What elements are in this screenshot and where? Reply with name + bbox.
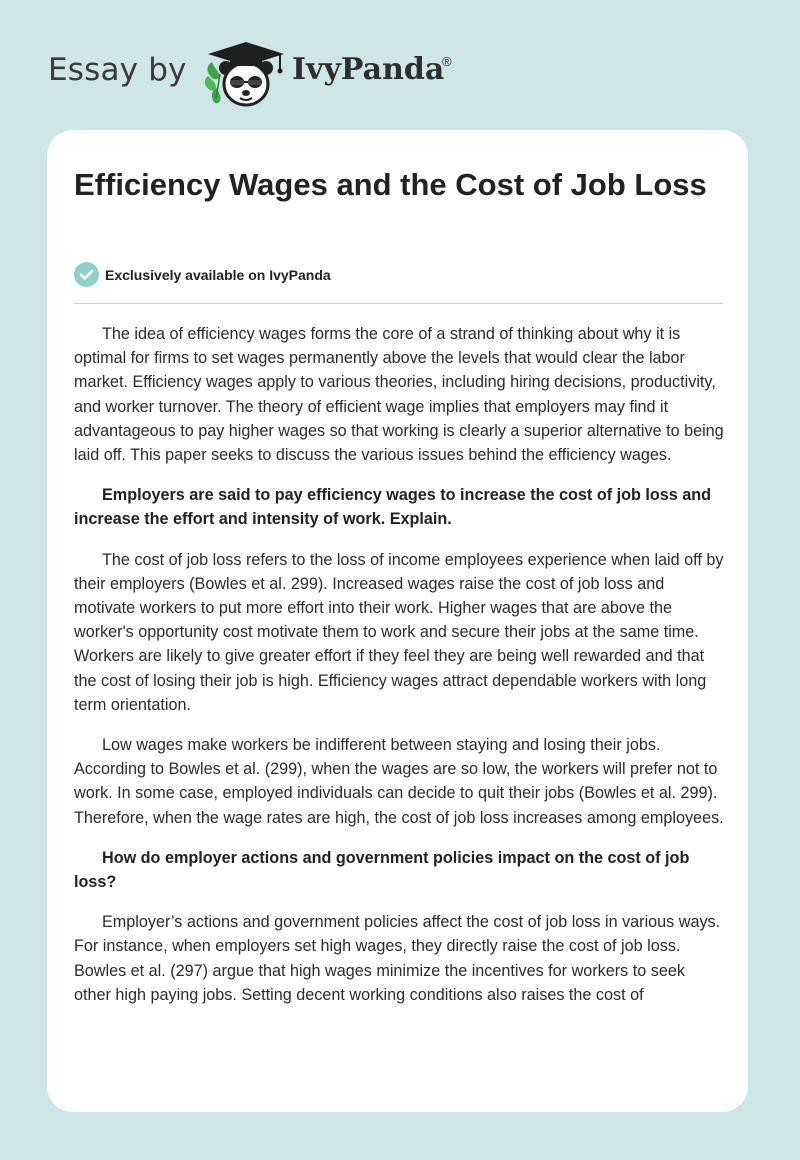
essay-title: Efficiency Wages and the Cost of Job Loss bbox=[74, 167, 707, 202]
body-paragraph: The idea of efficiency wages forms the core of a strand of thinking about why it is optimal for firms to set wages permanently above the levels that would clear the labor market. Efficiency wages apply to various theories, including hiring decisions, productivity, and worker turnover. The theory of efficient wage implies that employers may find it advantageous to pay higher wages so that working is clearly a superior alternative to being laid off. This paper seeks to discuss the various issues behind the efficiency wages. bbox=[74, 325, 724, 465]
panda-head-icon bbox=[219, 61, 273, 105]
exclusive-label: Exclusively available on IvyPanda bbox=[105, 266, 331, 283]
section-question: Employers are said to pay efficiency wages to increase the cost of job loss and increase the effort and intensity of work. Explain. bbox=[74, 486, 712, 529]
ivypanda-logo-icon[interactable] bbox=[200, 38, 292, 110]
body-paragraph: The cost of job loss refers to the loss of income employees experience when laid off by their employers (Bowles et al. 299). Increased wages raise the cost of job loss and motivate workers to put more effort into their work. Higher wages that are above the worker's opportunity cost motivate them to work and secure their jobs at the same time. Workers are likely to give greater effort if they feel they are being well rewarded and that the cost of losing their job is high. Efficiency wages attract dependable workers with long term orientation. bbox=[74, 550, 724, 714]
section-question: How do employer actions and government policies impact on the cost of job loss? bbox=[74, 848, 690, 892]
essay-card bbox=[47, 130, 748, 1112]
essay-by-label: Essay by bbox=[48, 52, 187, 88]
body-paragraph: Employer’s actions and government policies affect the cost of job loss in various ways. For instance, when employers set high wages, they directly raise the cost of job loss. Bowles et al. (297) argue that high wages minimize the incentives for workers to seek other high paying jobs. Setting decent working conditions also raises the cost of bbox=[74, 913, 721, 1004]
brand-name[interactable]: IvyPanda bbox=[292, 52, 445, 87]
checkmark-icon bbox=[74, 262, 99, 287]
site-header bbox=[0, 0, 800, 128]
registered-mark: ® bbox=[442, 54, 452, 69]
exclusive-badge bbox=[74, 262, 331, 287]
essay-body bbox=[74, 322, 726, 1023]
divider bbox=[74, 303, 723, 304]
ivy-leaf-icon bbox=[205, 62, 221, 103]
body-paragraph: Low wages make workers be indifferent between staying and losing their jobs. According to Bowles et al. (299), when the wages are so low, the workers will prefer not to work. In some case, employed individuals can decide to quit their jobs (Bowles et al. 299). Therefore, when the wage rates are high, the cost of job loss increases among employees. bbox=[74, 736, 724, 827]
